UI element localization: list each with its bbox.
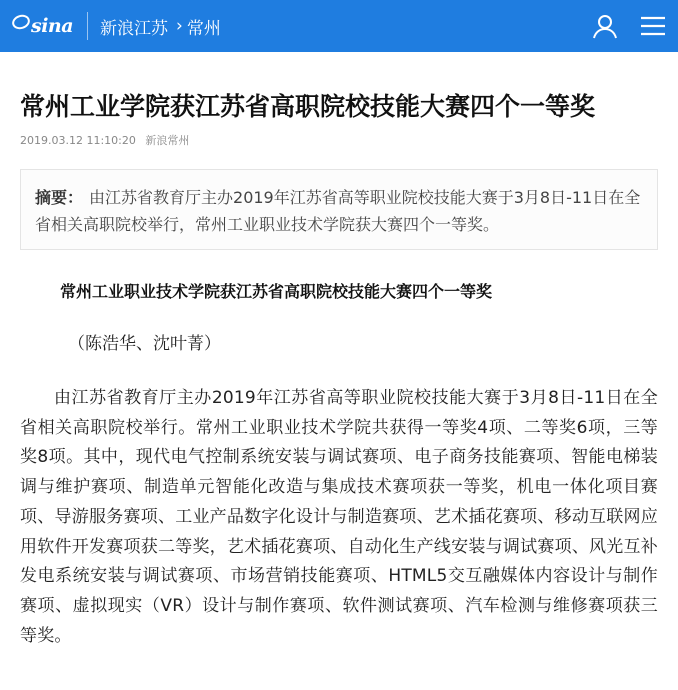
breadcrumb — [100, 14, 221, 39]
breadcrumb-changzhou[interactable]: 常州 — [186, 18, 221, 39]
sina-logo-text: sina — [31, 15, 74, 37]
article — [0, 52, 678, 651]
header-actions — [590, 0, 668, 52]
article-authors: （陈浩华、沈叶菁） — [68, 334, 221, 354]
article-source[interactable]: 新浪常州 — [145, 134, 190, 147]
article-paragraph: 由江苏省教育厅主办2019年江苏省高等职业院校技能大赛于3月8日-11日在全省相关高职院校举行。常州工业职业技术学院共获得一等奖4项、二等奖6项，三等奖8项。其中，现代电气控制系统安装与调试赛项、电子商务技能赛项、智能电梯装调与维护赛项、制造单元智能化改造与集成技术赛项获一等奖，机电一体化项目赛项、导游服务赛项、工业产品数字化设计与制造赛项、艺术插花赛项、移动互联网应用软件开发赛项获二等奖，艺术插花赛项、自动化生产线安装与调试赛项、风光互补发电系统安装与调试赛项、市场营销技能赛项、HTML5交互融媒体内容设计与制作赛项、虚拟现实（VR）设计与制作赛项、软件测试赛项、汽车检测与维修赛项获三等奖。 — [20, 388, 658, 646]
user-icon[interactable] — [590, 11, 620, 41]
top-bar — [0, 0, 678, 52]
article-subheading: 常州工业职业技术学院获江苏省高职院校技能大赛四个一等奖 — [60, 282, 493, 301]
header-divider — [87, 12, 88, 40]
sina-eye-icon — [10, 13, 31, 32]
sina-logo[interactable] — [12, 0, 73, 52]
menu-icon[interactable] — [638, 11, 668, 41]
chevron-right-icon: › — [176, 16, 183, 36]
article-summary — [20, 169, 658, 250]
summary-text: 由江苏省教育厅主办2019年江苏省高等职业院校技能大赛于3月8日-11日在全省相关高职院校举行，常州工业职业技术学院获大赛四个一等奖。 — [35, 188, 641, 234]
article-date: 2019.03.12 11:10:20 — [20, 134, 136, 147]
breadcrumb-jiangsu[interactable]: 新浪江苏 — [100, 18, 169, 39]
summary-label: 摘要： — [35, 188, 84, 207]
article-meta — [20, 133, 658, 149]
article-title: 常州工业学院获江苏省高职院校技能大赛四个一等奖 — [20, 92, 596, 121]
